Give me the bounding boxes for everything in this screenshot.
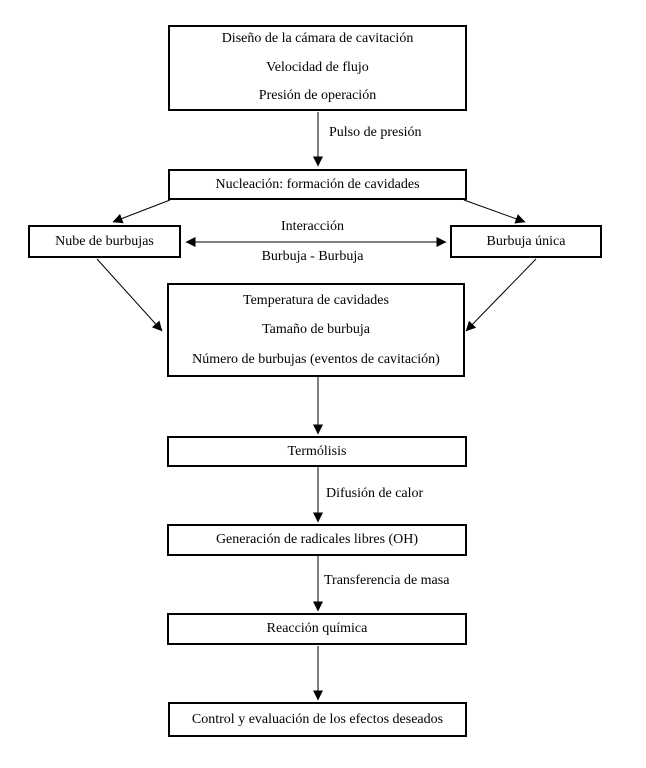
arrow-bubble-cloud-to-cavity-state xyxy=(97,259,162,331)
edge-label-bubble-bubble: Burbuja - Burbuja xyxy=(261,249,364,264)
node-nucleation-label: Nucleación: formación de cavidades xyxy=(215,176,420,192)
node-radical-generation-label: Generación de radicales libres (OH) xyxy=(215,532,419,547)
arrow-single-bubble-to-cavity-state xyxy=(466,259,536,331)
node-thermolysis-label: Termólisis xyxy=(287,443,347,459)
node-bubble-cloud-label: Nube de burbujas xyxy=(55,233,154,249)
node-cavity-state-line-2: Tamaño de burbuja xyxy=(262,322,370,338)
node-bubble-cloud xyxy=(28,225,181,258)
node-design-line-2: Velocidad de flujo xyxy=(266,59,369,75)
edge-label-interaction: Interacción xyxy=(281,219,344,234)
arrow-nucleation-to-single-bubble xyxy=(464,200,525,222)
edge-label-pressure-pulse: Pulso de presión xyxy=(329,125,422,140)
node-cavity-state-line-3: Número de burbujas (eventos de cavitación) xyxy=(192,351,440,367)
node-design xyxy=(168,25,467,111)
node-single-bubble-label: Burbuja única xyxy=(486,233,566,249)
node-design-line-3: Presión de operación xyxy=(258,88,377,104)
node-control xyxy=(168,702,467,737)
node-cavity-state xyxy=(167,283,465,377)
node-design-line-1: Diseño de la cámara de cavitación xyxy=(221,31,414,47)
node-radical-generation xyxy=(167,524,467,556)
edge-label-mass-transfer: Transferencia de masa xyxy=(324,573,450,588)
arrow-nucleation-to-bubble-cloud xyxy=(113,200,170,222)
node-chemical-reaction xyxy=(167,613,467,645)
node-cavity-state-line-1: Temperatura de cavidades xyxy=(243,292,389,308)
node-control-label: Control y evaluación de los efectos deseados xyxy=(191,711,444,727)
node-thermolysis xyxy=(167,436,467,467)
node-nucleation xyxy=(168,169,467,200)
node-single-bubble xyxy=(450,225,602,258)
edge-label-heat-diffusion: Difusión de calor xyxy=(326,486,424,501)
node-chemical-reaction-label: Reacción química xyxy=(266,621,368,636)
